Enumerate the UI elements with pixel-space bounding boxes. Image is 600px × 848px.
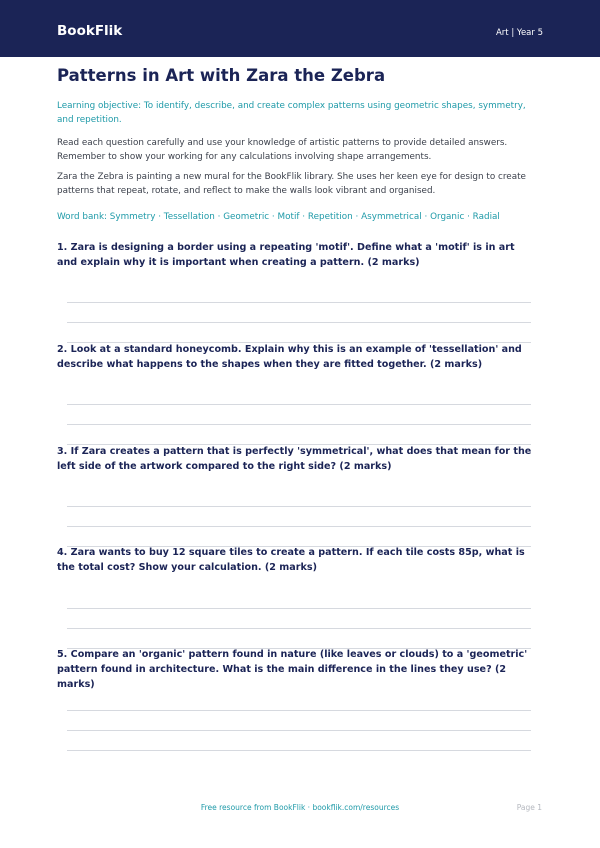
question-3: 3. If Zara creates a pattern that is perfectly 'symmetrical', what does that mean for the left side of the artwork compared to the right side? (2 marks) — [57, 446, 532, 472]
question-1: 1. Zara is designing a border using a repeating 'motif'. Define what a 'motif' is in art and explain why it is important when creating a pattern. (2 marks) — [57, 242, 515, 268]
page-header — [0, 0, 600, 57]
question-2: 2. Look at a standard honeycomb. Explain why this is an example of 'tessellation' and describe what happens to the shapes when they are fitted together. (2 marks) — [57, 344, 522, 370]
learning-objective: Learning objective: To identify, describe, and create complex patterns using geometric shapes, symmetry, and repetition. — [57, 101, 526, 125]
worksheet-title: Patterns in Art with Zara the Zebra — [57, 66, 386, 85]
answer-line[interactable] — [67, 526, 531, 527]
answer-line[interactable] — [67, 506, 531, 507]
question-5: 5. Compare an 'organic' pattern found in nature (like leaves or clouds) to a 'geometric' pattern found in architecture. What is the main difference in the lines they use? (2 marks) — [57, 649, 528, 690]
answer-line[interactable] — [67, 628, 531, 629]
answer-line[interactable] — [67, 424, 531, 425]
word-bank: Word bank: Symmetry · Tessellation · Geometric · Motif · Repetition · Asymmetrical · Organic · Radial — [57, 212, 500, 222]
answer-line[interactable] — [67, 608, 531, 609]
answer-line[interactable] — [67, 750, 531, 751]
brand-logo-text[interactable]: BookFlik — [57, 23, 123, 39]
story-text: Zara the Zebra is painting a new mural for the BookFlik library. She uses her keen eye for design to create patterns that repeat, rotate, and reflect to make the walls look vibrant and organised. — [57, 172, 526, 196]
question-4: 4. Zara wants to buy 12 square tiles to create a pattern. If each tile costs 85p, what is the total cost? Show your calculation. (2 marks) — [57, 547, 525, 573]
answer-line[interactable] — [67, 730, 531, 731]
answer-line[interactable] — [67, 710, 531, 711]
page-number: Page 1 — [516, 803, 542, 812]
footer-resource-link[interactable]: Free resource from BookFlik · bookflik.com/resources — [200, 803, 400, 812]
instructions-text: Read each question carefully and use your knowledge of artistic patterns to provide detailed answers. Remember to show your working for any calculations involving shape arrangements. — [57, 138, 508, 162]
subject-year-label: Art | Year 5 — [495, 28, 543, 38]
answer-line[interactable] — [67, 302, 531, 303]
answer-line[interactable] — [67, 322, 531, 323]
answer-line[interactable] — [67, 404, 531, 405]
